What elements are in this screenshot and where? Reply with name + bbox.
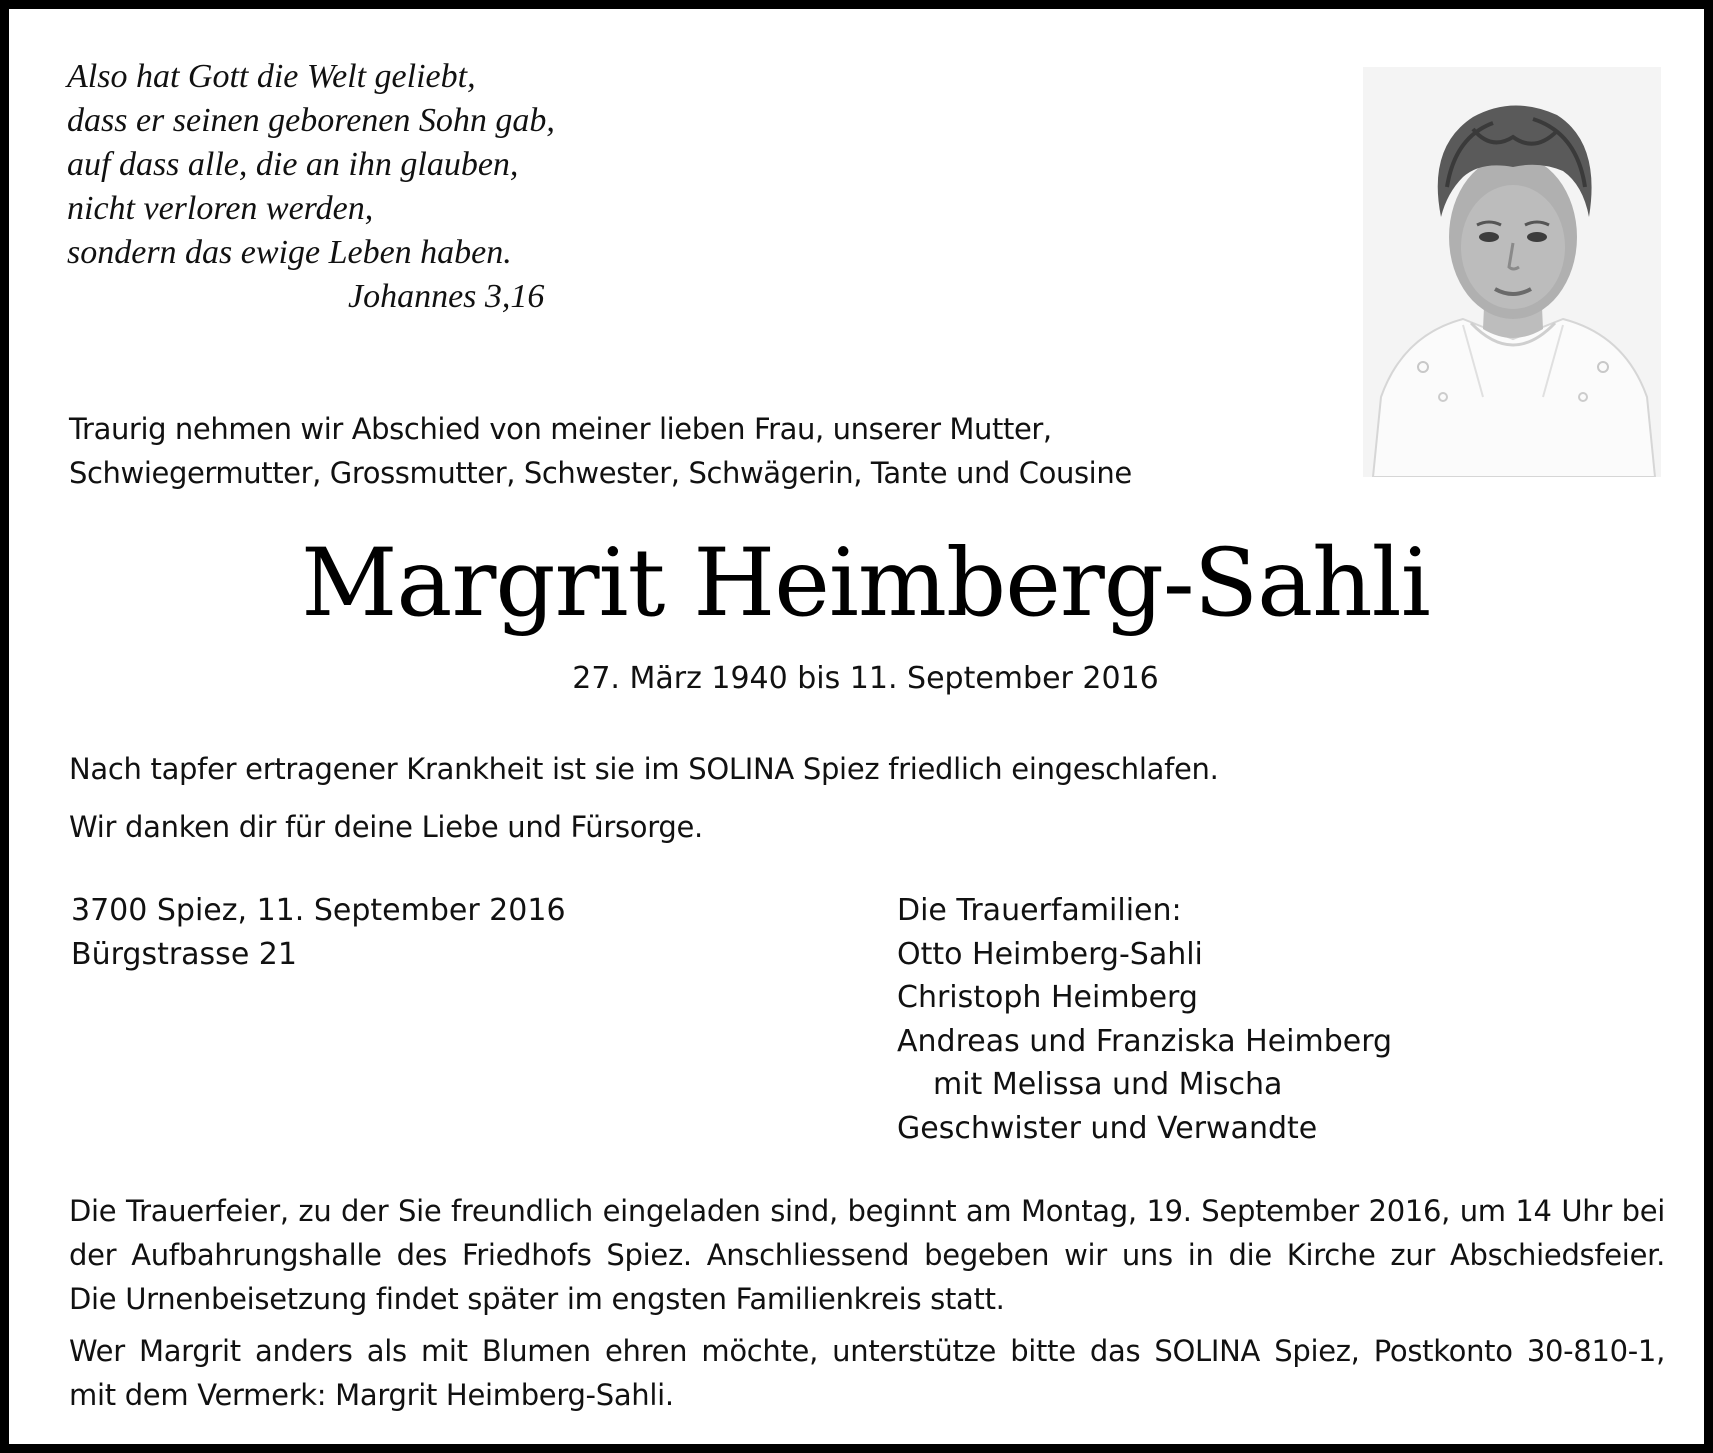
verse-reference: Johannes 3,16	[348, 278, 545, 315]
mourning-families	[897, 889, 1392, 1150]
verse-line: dass er seinen geborenen Sohn gab,	[67, 102, 555, 139]
verse-line: nicht verloren werden,	[67, 190, 374, 227]
verse-line: auf dass alle, die an ihn glauben,	[67, 146, 519, 183]
deceased-name: Margrit Heimberg-Sahli	[301, 529, 1430, 638]
passing-text	[69, 747, 1219, 849]
family-member: Andreas und Franziska Heimberg	[897, 1023, 1393, 1059]
donation-line: mit dem Vermerk: Margrit Heimberg-Sahli.	[69, 1378, 674, 1412]
place-date: 3700 Spiez, 11. September 2016	[71, 893, 566, 928]
ceremony-line: der Aufbahrungshalle des Friedhofs Spiez. Anschliessend begeben wir uns in die Kirche zur Abschiedsfeier.	[69, 1238, 1665, 1272]
family-relatives: Geschwister und Verwandte	[897, 1110, 1318, 1146]
donation-line: Wer Margrit anders als mit Blumen ehren möchte, unterstütze bitte das SOLINA Spiez, Postkonto 30-810-1,	[69, 1334, 1665, 1368]
portrait-photo-icon	[1363, 67, 1661, 477]
street-address: Bürgstrasse 21	[71, 937, 297, 972]
donation-request	[69, 1329, 1665, 1417]
farewell-intro	[69, 407, 1132, 495]
verse-line: Also hat Gott die Welt geliebt,	[67, 58, 476, 95]
portrait-photo	[1363, 67, 1661, 477]
family-children: mit Melissa und Mischa	[933, 1067, 1283, 1102]
thanks-line: Wir danken dir für deine Liebe und Fürsorge.	[69, 810, 703, 844]
family-member: Christoph Heimberg	[897, 980, 1198, 1015]
place-and-address	[71, 889, 566, 977]
passing-line: Nach tapfer ertragener Krankheit ist sie im SOLINA Spiez friedlich eingeschlafen.	[69, 752, 1219, 786]
verse-line: sondern das ewige Leben haben.	[67, 234, 512, 271]
ceremony-line: Die Urnenbeisetzung findet später im engsten Familienkreis statt.	[69, 1282, 1005, 1316]
intro-line: Schwiegermutter, Grossmutter, Schwester, Schwägerin, Tante und Cousine	[69, 456, 1132, 490]
ceremony-line: Die Trauerfeier, zu der Sie freundlich eingeladen sind, beginnt am Montag, 19. September 2016, um 14 Uhr bei	[69, 1194, 1665, 1228]
life-dates: 27. März 1940 bis 11. September 2016	[572, 661, 1159, 696]
families-heading: Die Trauerfamilien:	[897, 893, 1182, 928]
intro-line: Traurig nehmen wir Abschied von meiner lieben Frau, unserer Mutter,	[69, 412, 1052, 446]
funeral-details	[69, 1189, 1665, 1321]
bible-verse	[67, 55, 587, 319]
family-member: Otto Heimberg-Sahli	[897, 936, 1203, 972]
